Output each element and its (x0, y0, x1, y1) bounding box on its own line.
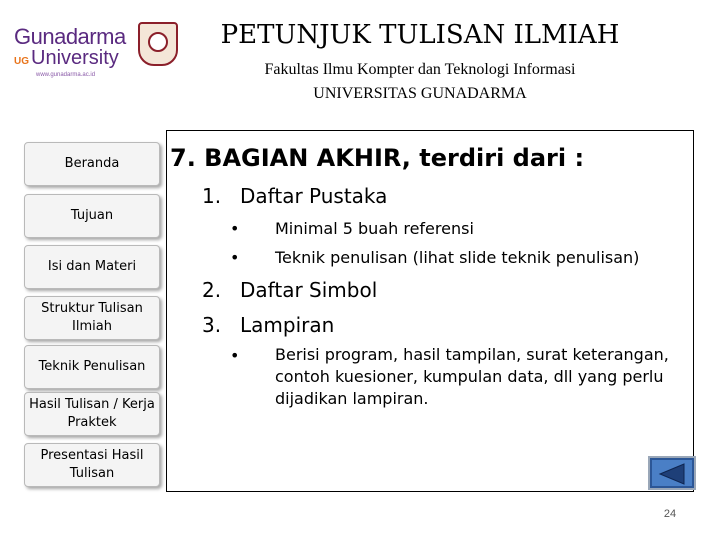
bullet-glyph: • (230, 346, 240, 365)
page-title: PETUNJUK TULISAN ILMIAH (220, 20, 620, 50)
list-item-bullet: Teknik penulisan (lihat slide teknik penulisan) (275, 248, 640, 267)
bullet-glyph: • (230, 248, 240, 267)
bullet-glyph: • (230, 219, 240, 238)
nav-struktur-tulisan-button[interactable]: Struktur Tulisan Ilmiah (24, 296, 160, 340)
list-item-daftar-simbol: 2. Daftar Simbol (202, 278, 378, 302)
list-item-bullet: Berisi program, hasil tampilan, surat keterangan, contoh kuesioner, kumpulan data, dll yang perlu dijadikan lampiran. (275, 345, 669, 408)
page-number: 24 (663, 508, 677, 520)
back-button[interactable] (648, 456, 696, 490)
logo-text (14, 26, 126, 78)
nav-isi-materi-button[interactable]: Isi dan Materi (24, 245, 160, 289)
list-item-lampiran: 3. Lampiran (202, 313, 335, 337)
content-heading: 7. BAGIAN AKHIR, terdiri dari : (170, 144, 585, 172)
logo-url: www.gunadarma.ac.id (36, 72, 96, 78)
nav-tujuan-button[interactable]: Tujuan (24, 194, 160, 238)
nav-presentasi-hasil-button[interactable]: Presentasi Hasil Tulisan (24, 443, 160, 487)
page-subtitle (190, 58, 650, 106)
list-item-daftar-pustaka: 1. Daftar Pustaka (202, 184, 388, 208)
nav-teknik-penulisan-button[interactable]: Teknik Penulisan (24, 345, 160, 389)
faculty-name: Fakultas Ilmu Kompter dan Teknologi Informasi (264, 61, 576, 78)
back-arrow-icon (656, 462, 690, 486)
university-seal-icon (138, 22, 178, 66)
gunadarma-logo (14, 18, 174, 78)
nav-hasil-tulisan-button[interactable]: Hasil Tulisan / Kerja Praktek (24, 392, 160, 436)
logo-name-university: UG University (14, 47, 119, 69)
logo-name-gunadarma: Gunadarma (14, 24, 126, 49)
logo-ug: UG (14, 56, 29, 67)
nav-beranda-button[interactable]: Beranda (24, 142, 160, 186)
list-item-bullet: Minimal 5 buah referensi (275, 219, 474, 238)
university-name: UNIVERSITAS GUNADARMA (313, 85, 527, 102)
